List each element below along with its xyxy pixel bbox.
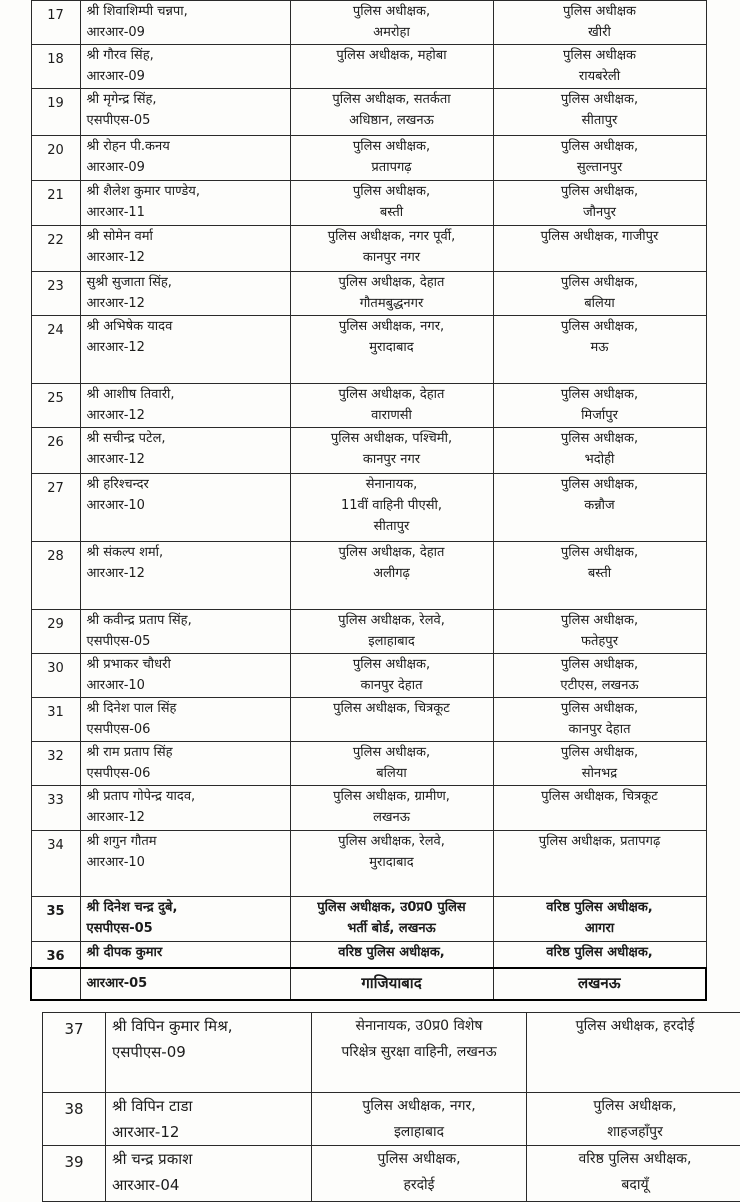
officer-name — [80, 384, 290, 428]
new-posting — [527, 1146, 740, 1202]
serial-number: 24 — [31, 316, 80, 384]
current-posting — [290, 316, 493, 384]
table-row — [31, 542, 706, 610]
new-posting — [493, 831, 706, 897]
new-posting-line: पुलिस अधीक्षक, — [497, 698, 703, 719]
current-posting-line: पुलिस अधीक्षक, सतर्कता — [294, 89, 490, 110]
officer-name — [106, 1093, 312, 1146]
officer-name-line: आरआर-10 — [87, 852, 287, 873]
current-posting — [312, 1146, 527, 1202]
table-row — [31, 897, 706, 942]
current-posting — [290, 226, 493, 272]
officer-name — [80, 45, 290, 89]
officer-name — [80, 542, 290, 610]
current-posting-line: पुलिस अधीक्षक, नगर पूर्वी, — [294, 226, 490, 247]
table-row — [43, 1146, 740, 1202]
officer-name-line: श्री सोमेन वर्मा — [87, 226, 287, 247]
table-row — [31, 136, 706, 181]
officer-name-line: आरआर-12 — [87, 563, 287, 584]
officer-name — [80, 474, 290, 542]
new-posting-line: कानपुर देहात — [497, 719, 703, 740]
serial-number: 28 — [31, 542, 80, 610]
current-posting-line: इलाहाबाद — [294, 631, 490, 652]
new-posting-line: पुलिस अधीक्षक — [497, 45, 703, 66]
officer-name-line: श्री विपिन कुमार मिश्र, — [112, 1013, 308, 1039]
serial-number: 18 — [31, 45, 80, 89]
new-posting-line: वरिष्ठ पुलिस अधीक्षक, — [497, 897, 703, 918]
current-posting-line: मुरादाबाद — [294, 852, 490, 873]
officer-name-line: श्री हरिश्चन्दर — [87, 474, 287, 495]
officer-name-line: सुश्री सुजाता सिंह, — [87, 272, 287, 293]
new-posting-line: आगरा — [497, 918, 703, 939]
officer-name-line: आरआर-12 — [112, 1119, 308, 1145]
table-row — [31, 1, 706, 45]
current-posting-line: गौतमबुद्धनगर — [294, 293, 490, 314]
new-posting-line: पुलिस अधीक्षक, — [497, 742, 703, 763]
officer-name-line: आरआर-10 — [87, 495, 287, 516]
current-posting-line: पुलिस अधीक्षक, — [294, 136, 490, 157]
current-posting — [290, 897, 493, 942]
table-row — [31, 45, 706, 89]
current-posting-line: पुलिस अधीक्षक, देहात — [294, 272, 490, 293]
new-posting-line: पुलिस अधीक्षक, — [497, 474, 703, 495]
officer-name — [80, 742, 290, 786]
officer-name-line: श्री दीपक कुमार — [87, 942, 287, 963]
new-posting — [493, 1, 706, 45]
serial-number: 27 — [31, 474, 80, 542]
new-posting-line: पुलिस अधीक्षक, — [497, 384, 703, 405]
serial-number: 23 — [31, 272, 80, 316]
officer-name-line: श्री सचीन्द्र पटेल, — [87, 428, 287, 449]
current-posting-line: पुलिस अधीक्षक, नगर, — [294, 316, 490, 337]
new-posting-line: पुलिस अधीक्षक, — [497, 610, 703, 631]
new-posting — [527, 1093, 740, 1146]
transfer-table-continued — [42, 1012, 740, 1202]
serial-number: 32 — [31, 742, 80, 786]
current-posting-line: प्रतापगढ़ — [294, 157, 490, 178]
current-posting-line: पुलिस अधीक्षक, — [315, 1146, 523, 1172]
officer-name-line: श्री दिनेश चन्द्र दुबे, — [87, 897, 287, 918]
current-posting — [290, 384, 493, 428]
officer-name-line: श्री चन्द्र प्रकाश — [112, 1146, 308, 1172]
new-posting — [493, 897, 706, 942]
new-posting-line: पुलिस अधीक्षक, हरदोई — [530, 1013, 740, 1039]
new-posting-line: पुलिस अधीक्षक, गाजीपुर — [497, 226, 703, 247]
current-posting-line: अमरोहा — [294, 22, 490, 43]
officer-name-line: एसपीएस-05 — [87, 918, 287, 939]
table-row — [31, 89, 706, 136]
officer-name — [80, 226, 290, 272]
current-posting-line: कानपुर नगर — [294, 449, 490, 470]
transfer-table-body — [31, 1, 706, 1001]
serial-number: 31 — [31, 698, 80, 742]
current-posting-line: पुलिस अधीक्षक, — [294, 1, 490, 22]
new-posting — [493, 136, 706, 181]
current-posting-line: भर्ती बोर्ड, लखनऊ — [294, 918, 490, 939]
serial-number: 20 — [31, 136, 80, 181]
new-posting-line: वरिष्ठ पुलिस अधीक्षक, — [497, 942, 703, 963]
officer-name-line: आरआर-12 — [87, 449, 287, 470]
current-posting — [290, 942, 493, 969]
officer-name-line: श्री प्रताप गोपेन्द्र यादव, — [87, 786, 287, 807]
officer-name-line: श्री संकल्प शर्मा, — [87, 542, 287, 563]
table-row — [31, 742, 706, 786]
serial-number: 29 — [31, 610, 80, 654]
officer-name — [80, 1, 290, 45]
current-posting-line: कानपुर देहात — [294, 675, 490, 696]
new-posting — [493, 316, 706, 384]
serial-number: 19 — [31, 89, 80, 136]
new-posting-line: पुलिस अधीक्षक, — [497, 89, 703, 110]
current-posting-line: पुलिस अधीक्षक, चित्रकूट — [294, 698, 490, 719]
current-posting — [290, 474, 493, 542]
officer-name-line: आरआर-12 — [87, 293, 287, 314]
serial-number: 25 — [31, 384, 80, 428]
current-posting — [290, 742, 493, 786]
serial-number: 35 — [31, 897, 80, 942]
serial-number: 36 — [31, 942, 80, 969]
current-posting — [290, 654, 493, 698]
officer-name-line: आरआर-10 — [87, 675, 287, 696]
current-posting — [290, 786, 493, 831]
current-posting — [290, 542, 493, 610]
current-posting-line: बलिया — [294, 763, 490, 784]
new-posting-line: पुलिस अधीक्षक, चित्रकूट — [497, 786, 703, 807]
officer-name-line: एसपीएस-06 — [87, 719, 287, 740]
new-posting — [493, 698, 706, 742]
table-row — [31, 654, 706, 698]
table-row — [31, 181, 706, 226]
new-posting — [493, 474, 706, 542]
officer-name-line: श्री राम प्रताप सिंह — [87, 742, 287, 763]
officer-name — [80, 136, 290, 181]
new-posting-line: पुलिस अधीक्षक, — [497, 654, 703, 675]
officer-name-line: एसपीएस-05 — [87, 110, 287, 131]
current-posting-line: अलीगढ़ — [294, 563, 490, 584]
officer-name-line: श्री शगुन गौतम — [87, 831, 287, 852]
current-posting-city: गाजियाबाद — [290, 968, 493, 1000]
current-posting-line: हरदोई — [315, 1172, 523, 1198]
serial-number: 33 — [31, 786, 80, 831]
new-posting — [493, 428, 706, 474]
new-posting — [493, 610, 706, 654]
officer-name — [80, 610, 290, 654]
table-row-continuation — [31, 968, 706, 1000]
new-posting-line: पुलिस अधीक्षक, — [497, 428, 703, 449]
officer-name — [80, 181, 290, 226]
current-posting-line: वरिष्ठ पुलिस अधीक्षक, — [294, 942, 490, 963]
new-posting-line: बस्ती — [497, 563, 703, 584]
serial-number: 38 — [43, 1093, 106, 1146]
new-posting-line: मिर्जापुर — [497, 405, 703, 426]
officer-name — [80, 786, 290, 831]
current-posting-line: मुरादाबाद — [294, 337, 490, 358]
officer-name — [80, 316, 290, 384]
officer-name-line: आरआर-11 — [87, 202, 287, 223]
serial-number: 37 — [43, 1013, 106, 1093]
current-posting-line: पुलिस अधीक्षक, — [294, 654, 490, 675]
current-posting-line: पुलिस अधीक्षक, नगर, — [315, 1093, 523, 1119]
officer-name — [80, 942, 290, 969]
new-posting — [493, 384, 706, 428]
new-posting — [493, 181, 706, 226]
new-posting-line: पुलिस अधीक्षक — [497, 1, 703, 22]
table-row — [31, 428, 706, 474]
new-posting-line: रायबरेली — [497, 66, 703, 87]
current-posting — [290, 45, 493, 89]
new-posting-line: खीरी — [497, 22, 703, 43]
new-posting-line: बलिया — [497, 293, 703, 314]
officer-name — [106, 1146, 312, 1202]
current-posting — [290, 831, 493, 897]
current-posting-line: पुलिस अधीक्षक, महोबा — [294, 45, 490, 66]
new-posting-line: भदोही — [497, 449, 703, 470]
current-posting-line: पुलिस अधीक्षक, — [294, 742, 490, 763]
new-posting-line: जौनपुर — [497, 202, 703, 223]
officer-name — [80, 831, 290, 897]
officer-name-line: आरआर-12 — [87, 807, 287, 828]
officer-name-line: एसपीएस-09 — [112, 1039, 308, 1065]
current-posting — [290, 1, 493, 45]
officer-name-line: श्री रोहन पी.कनय — [87, 136, 287, 157]
current-posting — [290, 698, 493, 742]
officer-name-line: श्री प्रभाकर चौधरी — [87, 654, 287, 675]
current-posting-line: पुलिस अधीक्षक, उ0प्र0 पुलिस — [294, 897, 490, 918]
officer-name-line: श्री शैलेश कुमार पाण्डेय, — [87, 181, 287, 202]
new-posting — [493, 942, 706, 969]
new-posting-line: फतेहपुर — [497, 631, 703, 652]
current-posting-line: लखनऊ — [294, 807, 490, 828]
table-row — [31, 226, 706, 272]
table-row — [31, 316, 706, 384]
officer-name — [80, 698, 290, 742]
officer-name-line: एसपीएस-06 — [87, 763, 287, 784]
officer-name-line: श्री मृगेन्द्र सिंह, — [87, 89, 287, 110]
officer-name — [80, 428, 290, 474]
current-posting-line: सेनानायक, — [294, 474, 490, 495]
officer-name-line: श्री शिवाशिम्पी चन्नपा, — [87, 1, 287, 22]
new-posting-line: वरिष्ठ पुलिस अधीक्षक, — [530, 1146, 740, 1172]
officer-name-line: आरआर-09 — [87, 66, 287, 87]
table-row — [31, 786, 706, 831]
table-row — [31, 942, 706, 969]
new-posting-line: पुलिस अधीक्षक, — [497, 181, 703, 202]
officer-name-line: श्री आशीष तिवारी, — [87, 384, 287, 405]
new-posting-line: बदायूँ — [530, 1172, 740, 1198]
current-posting-line: 11वीं वाहिनी पीएसी, — [294, 495, 490, 516]
serial-number: 22 — [31, 226, 80, 272]
officer-name — [80, 654, 290, 698]
current-posting-line: परिक्षेत्र सुरक्षा वाहिनी, लखनऊ — [315, 1039, 523, 1065]
new-posting — [527, 1013, 740, 1093]
table-row — [31, 272, 706, 316]
new-posting — [493, 226, 706, 272]
officer-name-line: श्री दिनेश पाल सिंह — [87, 698, 287, 719]
new-posting-line: सोनभद्र — [497, 763, 703, 784]
table-row — [31, 698, 706, 742]
new-posting-line: मऊ — [497, 337, 703, 358]
table-row — [31, 384, 706, 428]
current-posting-line: पुलिस अधीक्षक, देहात — [294, 384, 490, 405]
current-posting — [290, 272, 493, 316]
current-posting-line: पुलिस अधीक्षक, रेलवे, — [294, 610, 490, 631]
serial-number-blank — [31, 968, 80, 1000]
current-posting — [312, 1093, 527, 1146]
new-posting-line: सीतापुर — [497, 110, 703, 131]
officer-name-line: आरआर-09 — [87, 22, 287, 43]
table-row — [31, 474, 706, 542]
current-posting-line: सीतापुर — [294, 516, 490, 537]
new-posting — [493, 654, 706, 698]
new-posting-city: लखनऊ — [493, 968, 706, 1000]
new-posting-line: पुलिस अधीक्षक, — [497, 272, 703, 293]
current-posting — [312, 1013, 527, 1093]
new-posting — [493, 786, 706, 831]
table-row — [31, 831, 706, 897]
officer-name-line: एसपीएस-05 — [87, 631, 287, 652]
new-posting — [493, 89, 706, 136]
current-posting-line: पुलिस अधीक्षक, रेलवे, — [294, 831, 490, 852]
current-posting — [290, 181, 493, 226]
new-posting-line: शाहजहाँपुर — [530, 1119, 740, 1145]
current-posting-line: कानपुर नगर — [294, 247, 490, 268]
officer-name-line: आरआर-12 — [87, 247, 287, 268]
new-posting — [493, 45, 706, 89]
current-posting-line: इलाहाबाद — [315, 1119, 523, 1145]
new-posting-line: पुलिस अधीक्षक, — [497, 316, 703, 337]
officer-name-line: श्री कवीन्द्र प्रताप सिंह, — [87, 610, 287, 631]
current-posting-line: पुलिस अधीक्षक, ग्रामीण, — [294, 786, 490, 807]
current-posting-line: पुलिस अधीक्षक, देहात — [294, 542, 490, 563]
current-posting — [290, 610, 493, 654]
current-posting — [290, 428, 493, 474]
serial-number: 26 — [31, 428, 80, 474]
serial-number: 39 — [43, 1146, 106, 1202]
transfer-table-continued-body — [43, 1013, 740, 1202]
new-posting-line: सुल्तानपुर — [497, 157, 703, 178]
officer-name — [80, 272, 290, 316]
new-posting-line: कन्नौज — [497, 495, 703, 516]
new-posting-line: पुलिस अधीक्षक, प्रतापगढ़ — [497, 831, 703, 852]
current-posting — [290, 136, 493, 181]
serial-number: 34 — [31, 831, 80, 897]
new-posting-line: पुलिस अधीक्षक, — [497, 136, 703, 157]
table-row — [43, 1013, 740, 1093]
current-posting-line: बस्ती — [294, 202, 490, 223]
officer-name-line: आरआर-09 — [87, 157, 287, 178]
officer-name-line: श्री अभिषेक यादव — [87, 316, 287, 337]
new-posting — [493, 272, 706, 316]
current-posting-line: सेनानायक, उ0प्र0 विशेष — [315, 1013, 523, 1039]
officer-name-line: श्री विपिन टाडा — [112, 1093, 308, 1119]
current-posting-line: वाराणसी — [294, 405, 490, 426]
serial-number: 21 — [31, 181, 80, 226]
serial-number: 17 — [31, 1, 80, 45]
officer-name — [106, 1013, 312, 1093]
current-posting — [290, 89, 493, 136]
transfer-table-main — [30, 0, 707, 1001]
table-row — [31, 610, 706, 654]
new-posting-line: एटीएस, लखनऊ — [497, 675, 703, 696]
officer-name — [80, 897, 290, 942]
new-posting-line: पुलिस अधीक्षक, — [497, 542, 703, 563]
officer-name-line: आरआर-04 — [112, 1172, 308, 1198]
officer-cadre: आरआर-05 — [80, 968, 290, 1000]
current-posting-line: पुलिस अधीक्षक, — [294, 181, 490, 202]
current-posting-line: अधिष्ठान, लखनऊ — [294, 110, 490, 131]
table-row — [43, 1093, 740, 1146]
officer-name-line: आरआर-12 — [87, 405, 287, 426]
new-posting-line: पुलिस अधीक्षक, — [530, 1093, 740, 1119]
officer-name-line: आरआर-12 — [87, 337, 287, 358]
officer-name — [80, 89, 290, 136]
new-posting — [493, 742, 706, 786]
new-posting — [493, 542, 706, 610]
current-posting-line: पुलिस अधीक्षक, पश्चिमी, — [294, 428, 490, 449]
serial-number: 30 — [31, 654, 80, 698]
officer-name-line: श्री गौरव सिंह, — [87, 45, 287, 66]
